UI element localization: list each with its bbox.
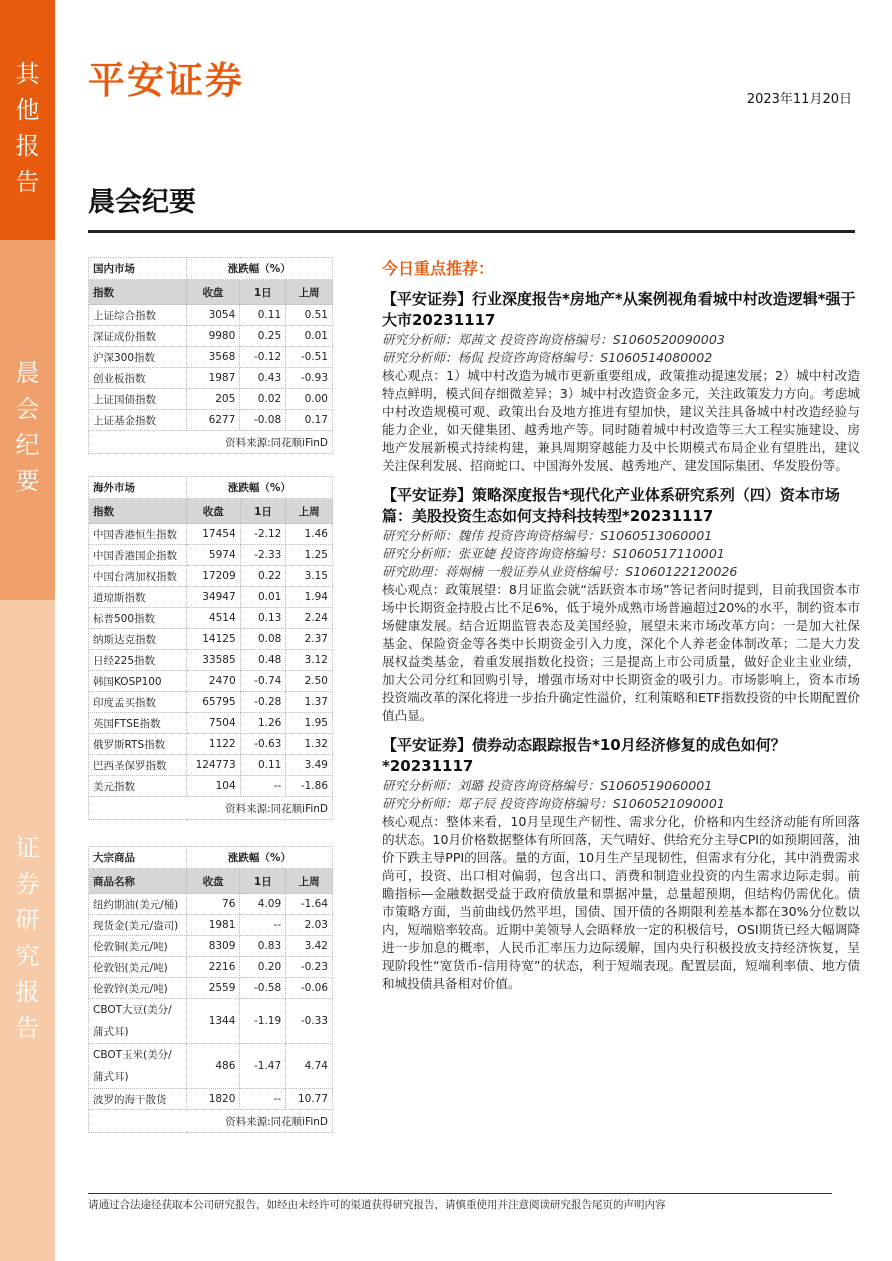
table-row — [89, 368, 333, 389]
day-change: 0.02 — [240, 389, 286, 410]
close-value: 3568 — [186, 347, 240, 368]
change-header: 涨跌幅（%） — [186, 847, 332, 869]
day-change: 0.11 — [240, 305, 286, 326]
week-change: 2.37 — [286, 629, 333, 650]
close-value: 17454 — [186, 524, 240, 545]
week-change: 3.15 — [286, 566, 333, 587]
table-row — [89, 524, 333, 545]
article-title[interactable]: 【平安证券】策略深度报告*现代化产业体系研究系列（四）资本市场篇：美股投资生态如何支持科技转型*20231117 — [382, 486, 840, 525]
table-source: 资料来源:同花顺iFinD — [89, 797, 333, 820]
table-row — [89, 410, 333, 431]
close-value: 65795 — [186, 692, 240, 713]
day-change: 0.83 — [240, 936, 286, 957]
week-change: -0.06 — [286, 978, 333, 999]
week-change: -1.64 — [286, 894, 333, 915]
close-value: 1981 — [186, 915, 240, 936]
week-change: 1.94 — [286, 587, 333, 608]
item-name: 纽约期油(美元/桶) — [89, 894, 187, 915]
market-table — [88, 476, 333, 820]
table-row — [89, 978, 333, 999]
report-date: 2023年11月20日 — [746, 92, 852, 107]
week-change: -0.51 — [286, 347, 333, 368]
close-value: 205 — [186, 389, 240, 410]
day-change: -- — [240, 1089, 286, 1110]
week-change: 10.77 — [286, 1089, 333, 1110]
day-change: -- — [240, 915, 286, 936]
article-title[interactable]: 【平安证券】债券动态跟踪报告*10月经济修复的成色如何？*20231117 — [382, 736, 786, 775]
section-label: 海外市场 — [89, 477, 187, 499]
item-name: 波罗的海干散货 — [89, 1089, 187, 1110]
week-change: -0.33 — [286, 999, 333, 1044]
day-change: 1.26 — [240, 713, 286, 734]
week-change: 2.24 — [286, 608, 333, 629]
day-change: 0.43 — [240, 368, 286, 389]
table-row — [89, 957, 333, 978]
sidebar-bottom-label: 证券研究报告 — [15, 834, 40, 1042]
item-name: 伦敦锌(美元/吨) — [89, 978, 187, 999]
article-body: 核心观点：政策展望：8月证监会就“活跃资本市场”答记者问时提到，目前我国资本市场中长期资金持股占比不足6%，低于境外成熟市场普遍超过20%的水平，制约资本市场健康发展。结合近期监管表态及美国经验，展望未来市场改革方向：一是加大社保基金、保险资金等各类中长期资金引入力度，深化个人养老金体制改革；二是大力发展权益类基金，着重发展指数化投资；三是提高上市公司质量，做好企业主业业绩，加大公司分红和回购引导，增强市场对中长期资金的吸引力。市场影响上，资本市场投资端改革的深化将进一步抬升确定性溢价，红利策略和ETF指数投资的中长期配置价值凸显。 — [382, 582, 860, 723]
table-row — [89, 894, 333, 915]
article-author: 研究分析师：魏伟 投资咨询资格编号：S1060513060001 — [382, 528, 713, 543]
column-header: 商品名称 — [89, 869, 187, 894]
table-row — [89, 608, 333, 629]
close-value: 17209 — [186, 566, 240, 587]
column-header: 1日 — [240, 280, 286, 305]
week-change: 0.51 — [286, 305, 333, 326]
table-row — [89, 692, 333, 713]
table-row — [89, 915, 333, 936]
table-row — [89, 1089, 333, 1110]
market-table — [88, 846, 333, 1133]
sidebar-research-report — [0, 600, 55, 1261]
item-name: 上证综合指数 — [89, 305, 187, 326]
day-change: -2.12 — [240, 524, 286, 545]
column-header: 指数 — [89, 499, 187, 524]
day-change: 0.08 — [240, 629, 286, 650]
day-change: -1.47 — [240, 1044, 286, 1089]
table-row — [89, 389, 333, 410]
article-author: 研究助理：蒋炯楠 一般证券从业资格编号：S1060122120026 — [382, 564, 738, 579]
column-header: 1日 — [240, 499, 286, 524]
week-change: -1.86 — [286, 776, 333, 797]
week-change: -0.23 — [286, 957, 333, 978]
day-change: -0.08 — [240, 410, 286, 431]
table-row — [89, 587, 333, 608]
table-row — [89, 347, 333, 368]
table-row — [89, 671, 333, 692]
day-change: -0.58 — [240, 978, 286, 999]
item-name: 伦敦铝(美元/吨) — [89, 957, 187, 978]
footer-divider — [88, 1193, 832, 1194]
article-author: 研究分析师：刘璐 投资咨询资格编号：S1060519060001 — [382, 778, 713, 793]
title-divider — [88, 230, 855, 233]
item-name: 上证国债指数 — [89, 389, 187, 410]
article-body: 核心观点：1）城中村改造为城市更新重要组成，政策推动提速发展；2）城中村改造特点鲜明，模式间存细微差异；3）城中村改造资金多元，关注政策发力方向。考虑城中村改造规模可观、政策出台及地方推进有望加快，建议关注具备城中村改造经验与能力企业，如天健集团、越秀地产等。同时随着城中村改造等三大工程实施建设、房地产发展新模式持续构建，兼具周期穿越能力及中长期模式布局企业有望胜出，建议关注保利发展、招商蛇口、中国海外发展、越秀地产、建发国际集团、华发股份等。 — [382, 368, 860, 473]
section-label: 大宗商品 — [89, 847, 187, 869]
footer-disclaimer: 请通过合法途径获取本公司研究报告，如经由未经许可的渠道获得研究报告，请慎重使用并注意阅读研究报告尾页的声明内容 — [88, 1199, 666, 1211]
day-change: 0.20 — [240, 957, 286, 978]
table-row — [89, 1044, 333, 1089]
close-value: 8309 — [186, 936, 240, 957]
table-row — [89, 999, 333, 1044]
item-name: 印度孟买指数 — [89, 692, 187, 713]
column-header: 上周 — [286, 280, 333, 305]
day-change: 0.22 — [240, 566, 286, 587]
table-source: 资料来源:同花顺iFinD — [89, 431, 333, 454]
article-author: 研究分析师：郑茜文 投资咨询资格编号：S1060520090003 — [382, 332, 725, 347]
sidebar-middle-label: 晨会纪要 — [15, 359, 40, 495]
week-change: 1.25 — [286, 545, 333, 566]
week-change: 3.42 — [286, 936, 333, 957]
item-name: 中国香港恒生指数 — [89, 524, 187, 545]
close-value: 34947 — [186, 587, 240, 608]
close-value: 124773 — [186, 755, 240, 776]
table-row — [89, 936, 333, 957]
table-row — [89, 713, 333, 734]
table-row — [89, 545, 333, 566]
table-row — [89, 650, 333, 671]
column-header: 上周 — [286, 869, 333, 894]
recommendations — [382, 256, 860, 1003]
item-name: 上证基金指数 — [89, 410, 187, 431]
item-name: 俄罗斯RTS指数 — [89, 734, 187, 755]
close-value: 33585 — [186, 650, 240, 671]
item-name: 韩国KOSP100 — [89, 671, 187, 692]
item-name: CBOT大豆(美分/蒲式耳) — [89, 999, 187, 1044]
week-change: 4.74 — [286, 1044, 333, 1089]
day-change: 0.25 — [240, 326, 286, 347]
close-value: 7504 — [186, 713, 240, 734]
day-change: 4.09 — [240, 894, 286, 915]
week-change: 0.01 — [286, 326, 333, 347]
table-row — [89, 755, 333, 776]
sidebar-morning-meeting — [0, 240, 55, 600]
day-change: -0.28 — [240, 692, 286, 713]
week-change: -0.93 — [286, 368, 333, 389]
table-row — [89, 734, 333, 755]
item-name: 沪深300指数 — [89, 347, 187, 368]
close-value: 3054 — [186, 305, 240, 326]
section-label: 国内市场 — [89, 258, 187, 280]
day-change: 0.48 — [240, 650, 286, 671]
close-value: 1987 — [186, 368, 240, 389]
item-name: 美元指数 — [89, 776, 187, 797]
week-change: 1.37 — [286, 692, 333, 713]
close-value: 1122 — [186, 734, 240, 755]
week-change: 3.49 — [286, 755, 333, 776]
table-row — [89, 629, 333, 650]
column-header: 上周 — [286, 499, 333, 524]
close-value: 6277 — [186, 410, 240, 431]
article — [382, 485, 860, 725]
item-name: 伦敦铜(美元/吨) — [89, 936, 187, 957]
column-header: 指数 — [89, 280, 187, 305]
week-change: 1.32 — [286, 734, 333, 755]
day-change: -1.19 — [240, 999, 286, 1044]
table-row — [89, 305, 333, 326]
column-header: 收盘 — [186, 280, 240, 305]
page-title: 晨会纪要 — [88, 187, 196, 218]
table-row — [89, 326, 333, 347]
close-value: 2470 — [186, 671, 240, 692]
sidebar-other-reports — [0, 0, 55, 240]
week-change: 1.95 — [286, 713, 333, 734]
day-change: 0.13 — [240, 608, 286, 629]
close-value: 76 — [186, 894, 240, 915]
item-name: CBOT玉米(美分/蒲式耳) — [89, 1044, 187, 1089]
table-row — [89, 776, 333, 797]
table-row — [89, 566, 333, 587]
brand-logo: 平安证券 — [88, 59, 244, 102]
week-change: 0.00 — [286, 389, 333, 410]
item-name: 英国FTSE指数 — [89, 713, 187, 734]
change-header: 涨跌幅（%） — [186, 477, 332, 499]
recommend-heading: 今日重点推荐： — [382, 259, 495, 278]
day-change: -- — [240, 776, 286, 797]
article — [382, 289, 860, 475]
change-header: 涨跌幅（%） — [186, 258, 332, 280]
week-change: 2.50 — [286, 671, 333, 692]
week-change: 1.46 — [286, 524, 333, 545]
close-value: 2216 — [186, 957, 240, 978]
close-value: 2559 — [186, 978, 240, 999]
item-name: 日经225指数 — [89, 650, 187, 671]
item-name: 现货金(美元/盎司) — [89, 915, 187, 936]
day-change: -0.74 — [240, 671, 286, 692]
column-header: 收盘 — [186, 499, 240, 524]
article-author: 研究分析师：郑子辰 投资咨询资格编号：S1060521090001 — [382, 796, 725, 811]
item-name: 巴西圣保罗指数 — [89, 755, 187, 776]
week-change: 2.03 — [286, 915, 333, 936]
item-name: 道琼斯指数 — [89, 587, 187, 608]
day-change: -0.12 — [240, 347, 286, 368]
article — [382, 735, 860, 993]
column-header: 1日 — [240, 869, 286, 894]
day-change: -0.63 — [240, 734, 286, 755]
column-header: 收盘 — [186, 869, 240, 894]
close-value: 104 — [186, 776, 240, 797]
day-change: -2.33 — [240, 545, 286, 566]
week-change: 0.17 — [286, 410, 333, 431]
item-name: 标普500指数 — [89, 608, 187, 629]
item-name: 纳斯达克指数 — [89, 629, 187, 650]
close-value: 5974 — [186, 545, 240, 566]
close-value: 1820 — [186, 1089, 240, 1110]
market-table — [88, 257, 333, 454]
article-body: 核心观点：整体来看，10月呈现生产韧性、需求分化，价格和内生经济动能有所回落的状态。10月价格数据整体有所回落，天气晴好、供给充分主导CPI的如预期回落，油价下跌主导PPI的回落。量的方面，10月生产呈现韧性，但需求有分化，其中消费需求尚可，投资、出口相对偏弱，包含出口、消费和制造业投资的内生需求边际走弱。前瞻指标—金融数据受益于政府债放量和票据冲量，总量超预期，但结构仍需优化。债市策略方面，当前曲线仍然平坦，国债、国开债的各期限利差基本都在30%分位数以内，短端赔率较高。近期中美领导人会晤释放一定的积极信号，OSI期货已经大幅调降进一步加息的概率，人民币汇率压力边际缓解，国内央行积极投放支持经济恢复，呈现阶段性“宽货币-信用待宽”的状态，利于短端表现。配置层面，短端利率债、地方债和城投债具备相对价值。 — [382, 814, 860, 991]
item-name: 深证成份指数 — [89, 326, 187, 347]
sidebar-top-label: 其他报告 — [15, 60, 40, 196]
day-change: 0.01 — [240, 587, 286, 608]
item-name: 中国台湾加权指数 — [89, 566, 187, 587]
close-value: 4514 — [186, 608, 240, 629]
week-change: 3.12 — [286, 650, 333, 671]
table-source: 资料来源:同花顺iFinD — [89, 1110, 333, 1133]
close-value: 1344 — [186, 999, 240, 1044]
article-author: 研究分析师：张亚婕 投资咨询资格编号：S1060517110001 — [382, 546, 725, 561]
item-name: 创业板指数 — [89, 368, 187, 389]
close-value: 14125 — [186, 629, 240, 650]
day-change: 0.11 — [240, 755, 286, 776]
item-name: 中国香港国企指数 — [89, 545, 187, 566]
article-author: 研究分析师：杨侃 投资咨询资格编号：S1060514080002 — [382, 350, 713, 365]
close-value: 9980 — [186, 326, 240, 347]
article-title[interactable]: 【平安证券】行业深度报告*房地产*从案例视角看城中村改造逻辑*强于大市20231117 — [382, 290, 856, 329]
close-value: 486 — [186, 1044, 240, 1089]
